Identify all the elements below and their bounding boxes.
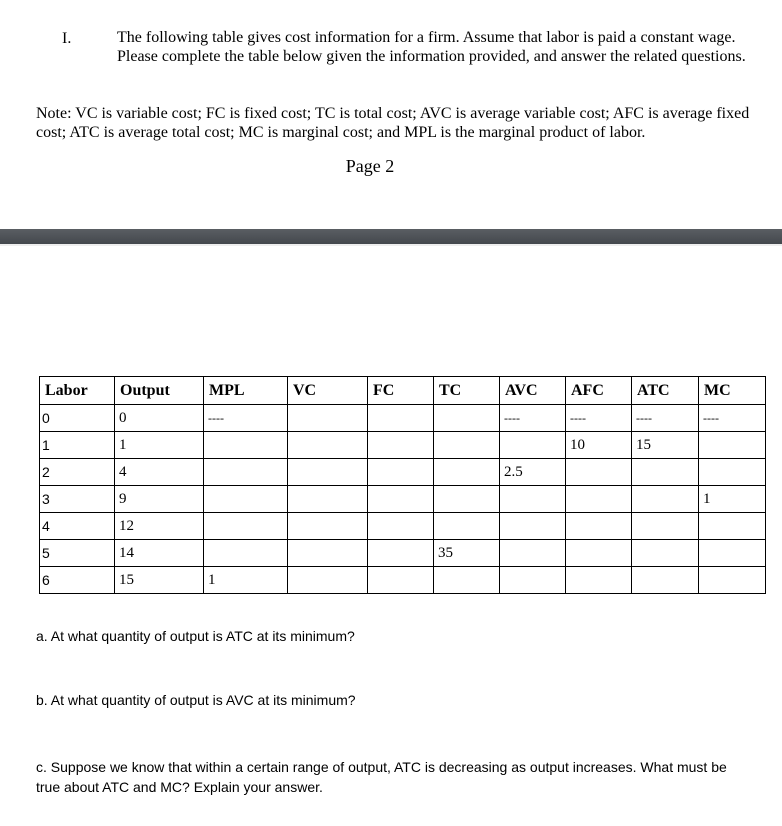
cell-mc — [699, 540, 766, 567]
table-row — [40, 540, 766, 567]
cell-atc: ---- — [632, 405, 699, 432]
cell-vc — [288, 432, 368, 459]
page-divider — [0, 229, 782, 244]
cell-labor: 3 — [40, 486, 115, 513]
cell-labor: 6 — [40, 567, 115, 594]
cell-mpl — [204, 540, 288, 567]
cell-tc: 35 — [434, 540, 500, 567]
cell-vc — [288, 540, 368, 567]
cell-tc — [434, 432, 500, 459]
column-header-avc: AVC — [500, 377, 566, 405]
cell-fc — [368, 513, 434, 540]
cell-afc — [566, 486, 632, 513]
cell-vc — [288, 405, 368, 432]
cell-labor: 2 — [40, 459, 115, 486]
cell-fc — [368, 540, 434, 567]
table-row — [40, 486, 766, 513]
cell-mc: ---- — [699, 405, 766, 432]
cell-fc — [368, 405, 434, 432]
cell-mpl — [204, 432, 288, 459]
cell-vc — [288, 486, 368, 513]
cell-afc: ---- — [566, 405, 632, 432]
cell-afc — [566, 459, 632, 486]
cell-mpl — [204, 486, 288, 513]
cell-atc — [632, 567, 699, 594]
column-header-afc: AFC — [566, 377, 632, 405]
cell-avc — [500, 540, 566, 567]
cell-output: 14 — [115, 540, 204, 567]
column-header-mc: MC — [699, 377, 766, 405]
cell-vc — [288, 513, 368, 540]
column-header-fc: FC — [368, 377, 434, 405]
cell-tc — [434, 405, 500, 432]
cell-vc — [288, 459, 368, 486]
cell-labor: 1 — [40, 432, 115, 459]
definitions-note: Note: VC is variable cost; FC is fixed cost; TC is total cost; AVC is average variable cost; AFC is average fixed cost; ATC is average total cost; MC is marginal cost; and MPL is the marginal product of labor. — [36, 105, 750, 141]
page-label: Page 2 — [345, 156, 395, 176]
cell-mpl — [204, 459, 288, 486]
cell-atc — [632, 486, 699, 513]
cell-afc: 10 — [566, 432, 632, 459]
cell-tc — [434, 459, 500, 486]
cell-afc — [566, 567, 632, 594]
cell-mc — [699, 459, 766, 486]
cell-fc — [368, 486, 434, 513]
cell-labor: 0 — [40, 405, 115, 432]
cell-avc — [500, 567, 566, 594]
cell-output: 0 — [115, 405, 204, 432]
cell-mc — [699, 432, 766, 459]
cell-mpl: ---- — [204, 405, 288, 432]
cell-mpl — [204, 513, 288, 540]
cell-tc — [434, 513, 500, 540]
question-a: a. At what quantity of output is ATC at its minimum? — [36, 628, 355, 644]
table-row — [40, 459, 766, 486]
table-row — [40, 405, 766, 432]
question-c: c. Suppose we know that within a certain range of output, ATC is decreasing as output increases. What must be true about ATC and MC? Explain your answer. — [36, 759, 727, 795]
cell-atc — [632, 513, 699, 540]
table-row — [40, 567, 766, 594]
cell-tc — [434, 567, 500, 594]
cell-mc — [699, 513, 766, 540]
cell-afc — [566, 540, 632, 567]
table-header-row — [40, 377, 766, 405]
cell-avc: 2.5 — [500, 459, 566, 486]
question-b: b. At what quantity of output is AVC at its minimum? — [36, 692, 356, 708]
table-row — [40, 513, 766, 540]
cell-atc — [632, 540, 699, 567]
cell-fc — [368, 432, 434, 459]
cell-vc — [288, 567, 368, 594]
cell-labor: 4 — [40, 513, 115, 540]
table-row — [40, 432, 766, 459]
cell-mc — [699, 567, 766, 594]
cell-afc — [566, 513, 632, 540]
column-header-vc: VC — [288, 377, 368, 405]
cell-fc — [368, 459, 434, 486]
cell-fc — [368, 567, 434, 594]
cell-labor: 5 — [40, 540, 115, 567]
cell-atc — [632, 459, 699, 486]
cell-mpl: 1 — [204, 567, 288, 594]
column-header-output: Output — [115, 377, 204, 405]
cell-atc: 15 — [632, 432, 699, 459]
cell-output: 4 — [115, 459, 204, 486]
cell-output: 15 — [115, 567, 204, 594]
cell-output: 1 — [115, 432, 204, 459]
problem-number: I. — [62, 30, 72, 47]
cell-output: 12 — [115, 513, 204, 540]
cell-avc: ---- — [500, 405, 566, 432]
problem-intro: The following table gives cost information for a firm. Assume that labor is paid a constant wage. Please complete the table below given the information provided, and answer the related questions. — [117, 29, 746, 65]
column-header-atc: ATC — [632, 377, 699, 405]
cell-tc — [434, 486, 500, 513]
cell-output: 9 — [115, 486, 204, 513]
cost-table — [39, 376, 766, 594]
page-divider-gap — [0, 244, 782, 246]
cell-avc — [500, 513, 566, 540]
cell-mc: 1 — [699, 486, 766, 513]
column-header-mpl: MPL — [204, 377, 288, 405]
cell-avc — [500, 432, 566, 459]
cell-avc — [500, 486, 566, 513]
column-header-tc: TC — [434, 377, 500, 405]
column-header-labor: Labor — [40, 377, 115, 405]
